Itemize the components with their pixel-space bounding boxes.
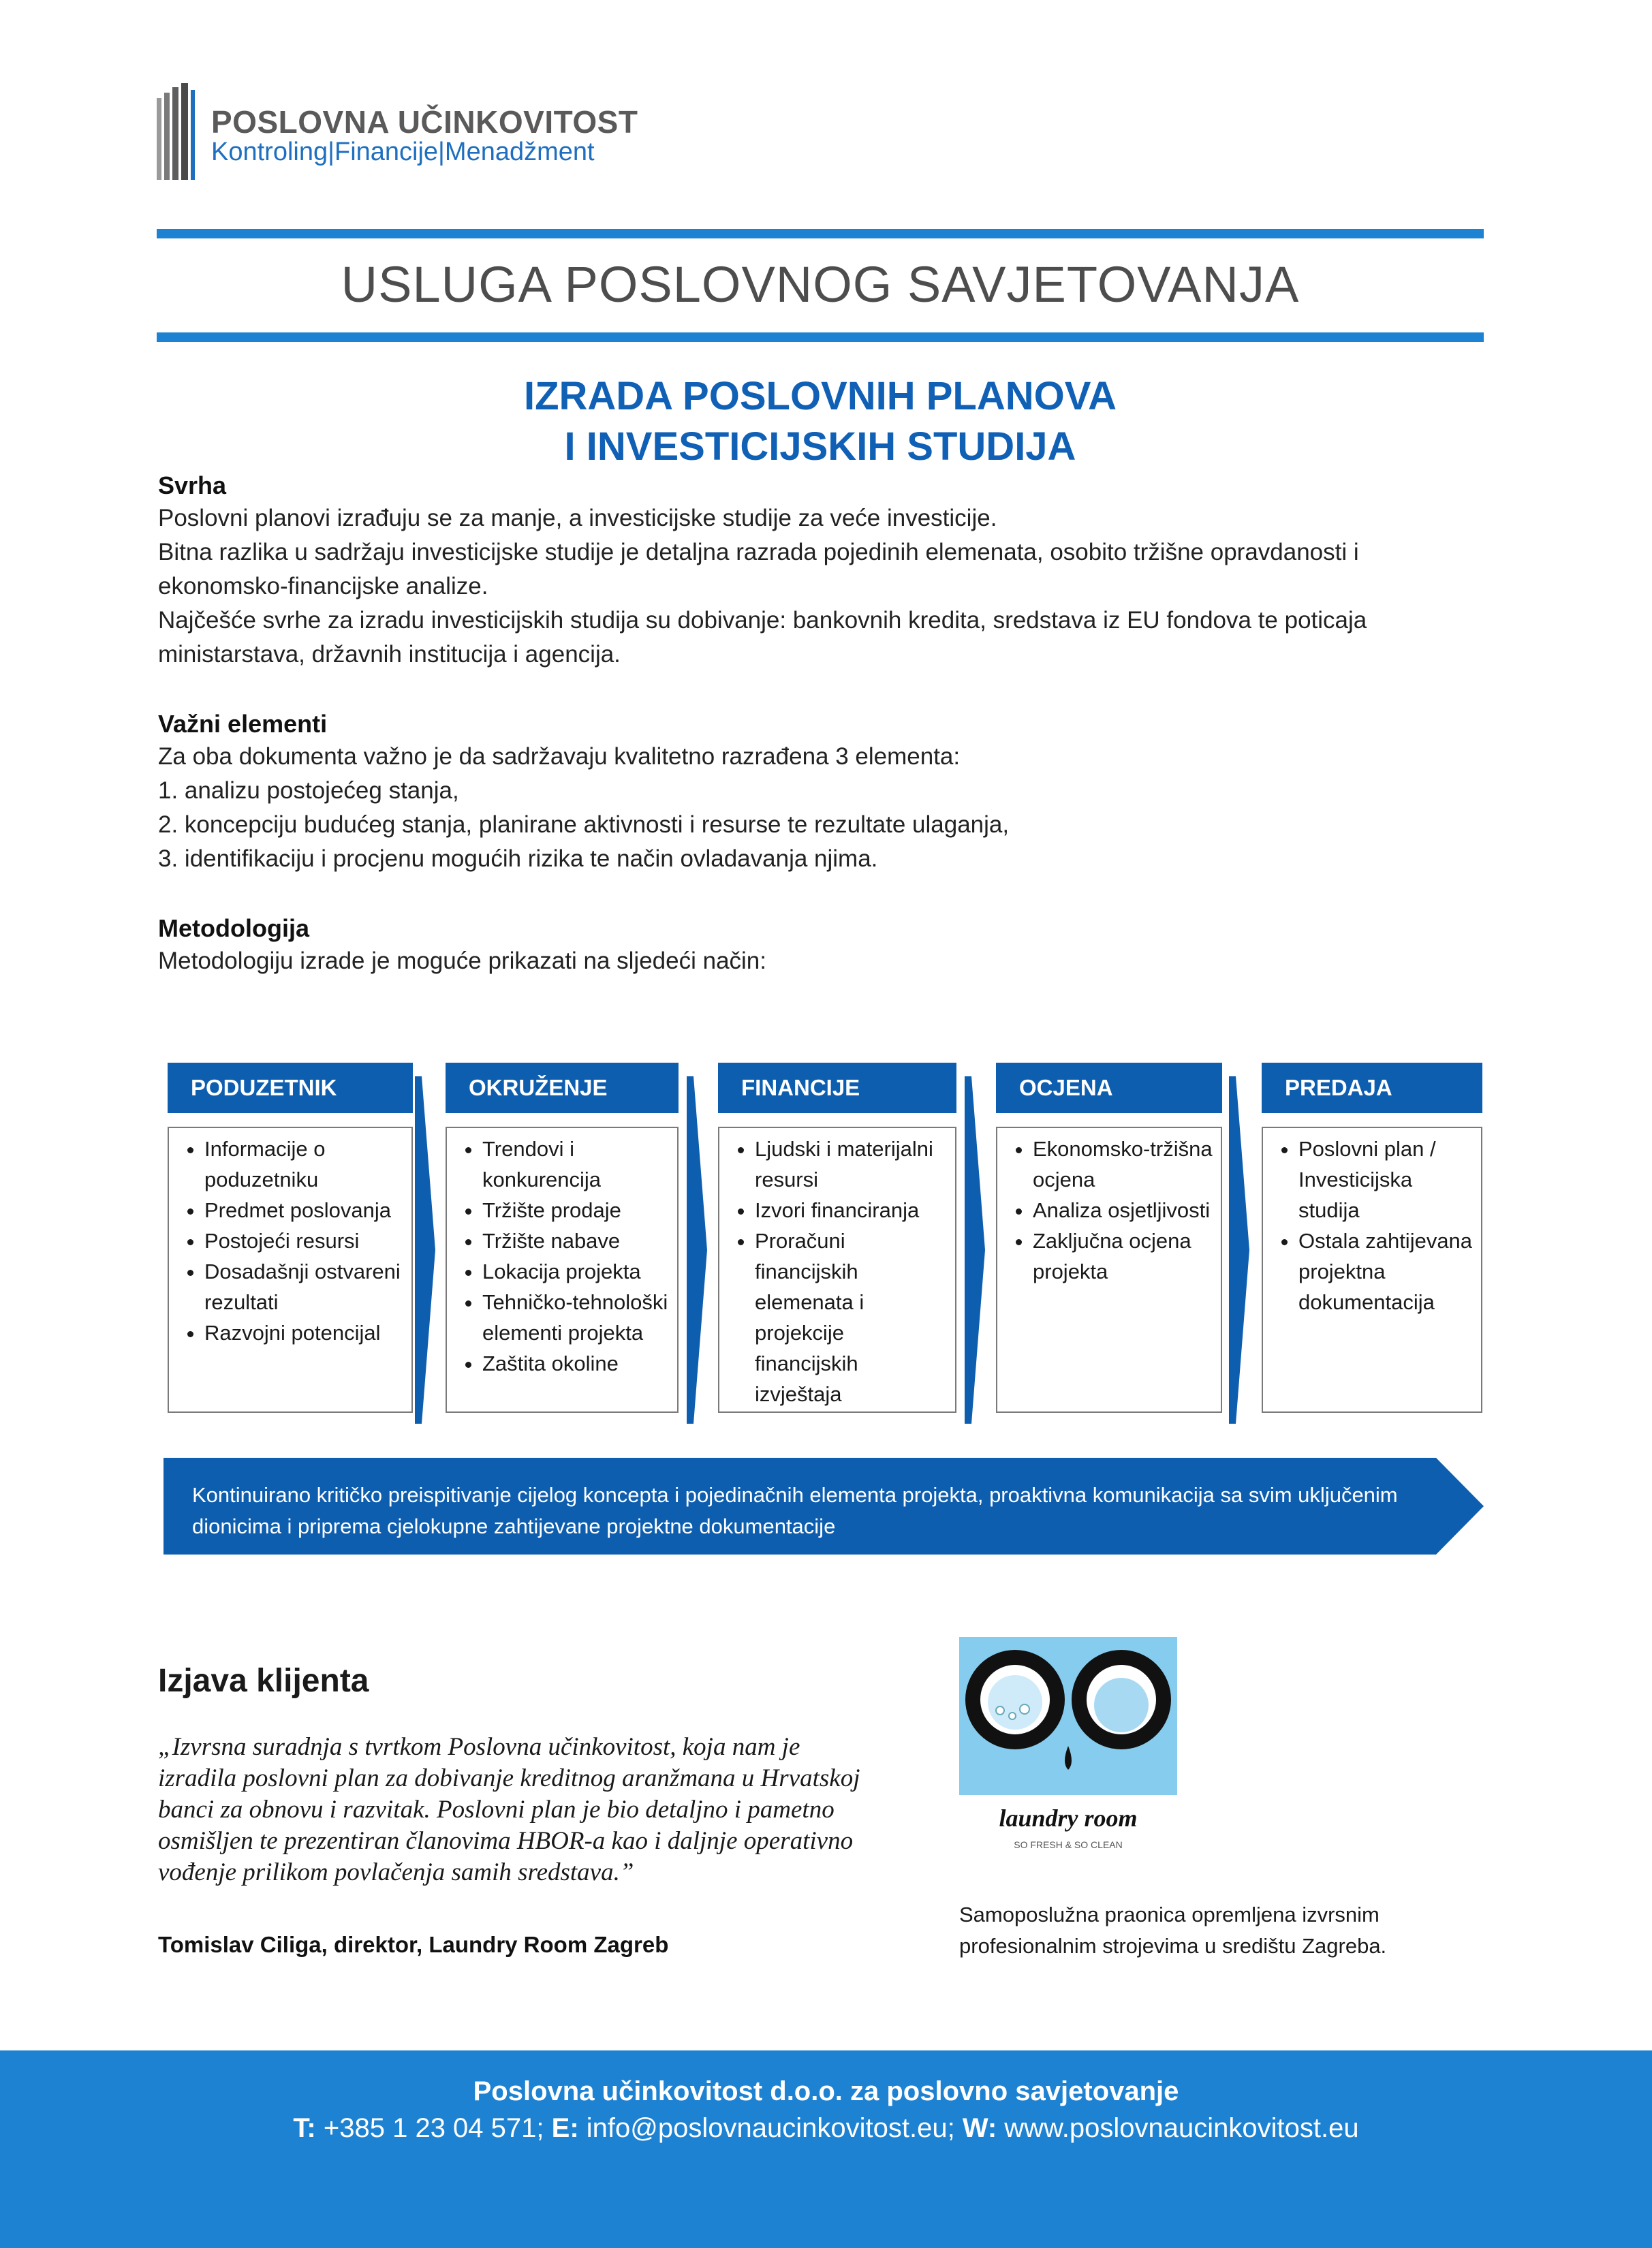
flow-item: • Tržište nabave xyxy=(482,1226,670,1256)
flow-step-body xyxy=(168,1127,413,1413)
flow-step-body xyxy=(446,1127,679,1413)
flow-item: • Ostala zahtijevana projektna dokumentacija xyxy=(1298,1226,1474,1317)
svrha-paragraph: Najčešće svrhe za izradu investicijskih studija su dobivanje: bankovnih kredita, sredstava iz EU fondova te poticaja ministarstava, državnih institucija i agencija. xyxy=(158,607,1367,668)
metodologija-title: Metodologija xyxy=(158,914,309,942)
svrha-paragraph: Poslovni planovi izrađuju se za manje, a investicijske studije za veće investicije. xyxy=(158,505,997,531)
flow-item: • Proračuni financijskih elemenata i projekcije financijskih izvještaja xyxy=(755,1226,948,1409)
flow-step-okruzenje xyxy=(446,1063,679,1413)
flow-item: • Zaključna ocjena projekta xyxy=(1033,1226,1214,1287)
flow-step-body xyxy=(1262,1127,1482,1413)
process-loop-text: Kontinuirano kritičko preispitivanje cijelog koncepta i pojedinačnih elementa projekta, proaktivna komunikacija sa svim uključenim dionicima i priprema cjelokupne zahtijevane projektne dokumentacije xyxy=(192,1483,1398,1538)
flow-item: • Ljudski i materijalni resursi xyxy=(755,1134,948,1195)
flow-item: • Informacije o poduzetniku xyxy=(204,1134,405,1195)
testimonial-quote: „Izvrsna suradnja s tvrtkom Poslovna učinkovitost, koja nam je izradila poslovni plan za dobivanje kreditnog aranžmana u Hrvatskoj banci za obnovu i razvitak. Poslovni plan je bio detaljno i pametno osmišljen te prezentiran članovima HBOR-a kao i daljnje operativno vođenje prilikom povlačenja samih sredstava.” xyxy=(158,1733,860,1886)
footer-contacts xyxy=(0,2113,1652,2144)
footer-phone-label: T: xyxy=(293,2113,316,2143)
footer-email-label: E: xyxy=(551,2113,579,2143)
top-rule xyxy=(157,229,1484,238)
elementi-intro: Za oba dokumenta važno je da sadržavaju kvalitetno razrađena 3 elementa: xyxy=(158,743,961,770)
elementi-item: 2. koncepciju budućeg stanja, planirane aktivnosti i resurse te rezultate ulaganja, xyxy=(158,811,1010,838)
metodologija-intro: Metodologiju izrade je moguće prikazati na sljedeći način: xyxy=(158,948,766,974)
client-logo-tagline: SO FRESH & SO CLEAN xyxy=(1014,1839,1123,1850)
footer-web-link[interactable]: www.poslovnaucinkovitost.eu xyxy=(1004,2113,1359,2143)
flow-item: • Ekonomsko-tržišna ocjena xyxy=(1033,1134,1214,1195)
testimonial-author: Tomislav Ciliga, direktor, Laundry Room Zagreb xyxy=(158,1932,669,1957)
flow-arrow-icon xyxy=(687,1076,707,1424)
flow-item: • Tržište prodaje xyxy=(482,1195,670,1226)
flow-item: • Razvojni potencijal xyxy=(204,1317,405,1348)
flow-item: • Tehničko-tehnološki elementi projekta xyxy=(482,1287,670,1348)
flow-item: • Predmet poslovanja xyxy=(204,1195,405,1226)
flow-step-title: OKRUŽENJE xyxy=(446,1063,679,1113)
flow-item: • Izvori financiranja xyxy=(755,1195,948,1226)
flow-item: • Zaštita okoline xyxy=(482,1348,670,1379)
flow-item: • Dosadašnji ostvareni rezultati xyxy=(204,1256,405,1317)
footer-company: Poslovna učinkovitost d.o.o. za poslovno savjetovanje xyxy=(473,2076,1179,2106)
flow-arrow-icon xyxy=(415,1076,435,1424)
svrha-paragraph: Bitna razlika u sadržaju investicijske studije je detaljna razrada pojedinih elemenata, osobito tržišne opravdanosti i ekonomsko-financijske analize. xyxy=(158,539,1359,599)
title-rule xyxy=(157,332,1484,342)
flow-item: • Poslovni plan / Investicijska studija xyxy=(1298,1134,1474,1226)
elementi-title: Važni elementi xyxy=(158,710,328,738)
elementi-body xyxy=(158,740,1486,876)
flow-step-title: OCJENA xyxy=(996,1063,1222,1113)
client-caption: Samoposlužna praonica opremljena izvrsnim profesionalnim strojevima u središtu Zagreba. xyxy=(959,1903,1387,1958)
flow-step-body xyxy=(996,1127,1222,1413)
flow-step-body xyxy=(718,1127,956,1413)
logo-title: POSLOVNA UČINKOVITOST xyxy=(211,104,638,140)
footer-phone: +385 1 23 04 571; xyxy=(323,2113,544,2143)
flow-arrow-icon xyxy=(1229,1076,1249,1424)
flow-item: • Postojeći resursi xyxy=(204,1226,405,1256)
flow-item: • Lokacija projekta xyxy=(482,1256,670,1287)
document-heading-line1: IZRADA POSLOVNIH PLANOVA xyxy=(523,374,1117,418)
svrha-title: Svrha xyxy=(158,471,227,499)
client-logo-text: laundry room xyxy=(999,1805,1138,1832)
flow-item: • Trendovi i konkurencija xyxy=(482,1134,670,1195)
flow-step-title: FINANCIJE xyxy=(718,1063,956,1113)
logo-bars-icon xyxy=(157,83,198,180)
flow-step-title: PODUZETNIK xyxy=(168,1063,413,1113)
footer-web-label: W: xyxy=(962,2113,997,2143)
flow-step-title: PREDAJA xyxy=(1262,1063,1482,1113)
logo-subtitle: Kontroling|Financije|Menadžment xyxy=(211,138,595,166)
client-logo xyxy=(959,1637,1177,1872)
elementi-item: 1. analizu postojećeg stanja, xyxy=(158,777,459,804)
page-title: USLUGA POSLOVNOG SAVJETOVANJA xyxy=(341,256,1300,313)
flow-step-ocjena xyxy=(996,1063,1222,1413)
elementi-item: 3. identifikaciju i procjenu mogućih rizika te način ovladavanja njima. xyxy=(158,845,878,872)
flow-arrow-icon xyxy=(965,1076,985,1424)
footer-email-link[interactable]: info@poslovnaucinkovitost.eu; xyxy=(586,2113,955,2143)
flow-step-poduzetnik xyxy=(168,1063,413,1413)
svrha-body xyxy=(158,501,1486,672)
document-heading xyxy=(157,371,1484,472)
flow-item: • Analiza osjetljivosti xyxy=(1033,1195,1214,1226)
flow-step-financije xyxy=(718,1063,956,1413)
document-heading-line2: I INVESTICIJSKIH STUDIJA xyxy=(564,424,1076,469)
testimonial-title: Izjava klijenta xyxy=(158,1663,369,1699)
flow-step-predaja xyxy=(1262,1063,1482,1413)
